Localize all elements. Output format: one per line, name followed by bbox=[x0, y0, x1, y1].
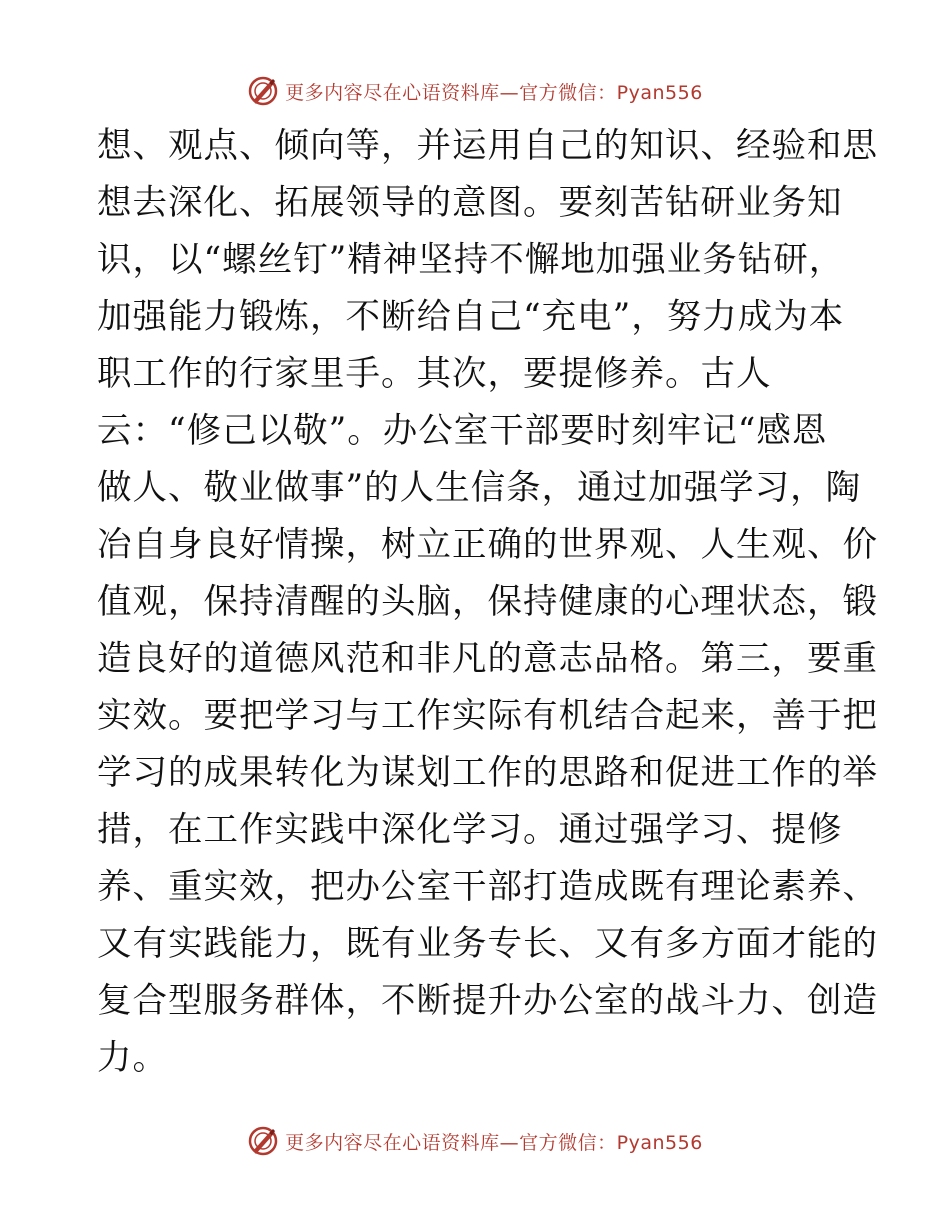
text-line: 学习的成果转化为谋划工作的思路和促进工作的举 bbox=[97, 753, 878, 793]
pen-logo-icon bbox=[247, 75, 279, 107]
text-line: 加强能力锻炼，不断给自己“充电”，努力成为本 bbox=[97, 297, 845, 337]
text-line: 养、重实效，把办公室干部打造成既有理论素养、 bbox=[97, 867, 878, 907]
text-line: 又有实践能力，既有业务专长、又有多方面才能的 bbox=[97, 924, 878, 964]
text-line: 造良好的道德风范和非凡的意志品格。第三，要重 bbox=[97, 639, 878, 679]
text-line: 做人、敬业做事”的人生信条，通过加强学习，陶 bbox=[97, 468, 862, 508]
text-line: 想去深化、拓展领导的意图。要刻苦钻研业务知 bbox=[97, 183, 843, 223]
text-line: 实效。要把学习与工作实际有机结合起来，善于把 bbox=[97, 696, 878, 736]
document-body bbox=[97, 118, 878, 1087]
watermark-text: 更多内容尽在心语资料库—官方微信：Pyan556 bbox=[285, 1131, 703, 1154]
text-line: 值观，保持清醒的头脑，保持健康的心理状态，锻 bbox=[97, 582, 878, 622]
text-line: 识，以“螺丝钉”精神坚持不懈地加强业务钻研， bbox=[97, 240, 845, 280]
text-line: 力。 bbox=[97, 1038, 168, 1078]
footer-watermark bbox=[0, 1125, 950, 1157]
text-line: 职工作的行家里手。其次，要提修养。古人 bbox=[97, 354, 772, 394]
text-line: 冶自身良好情操，树立正确的世界观、人生观、价 bbox=[97, 525, 878, 565]
text-line: 云：“修己以敬”。办公室干部要时刻牢记“感恩 bbox=[97, 411, 828, 451]
text-line: 措，在工作实践中深化学习。通过强学习、提修 bbox=[97, 810, 843, 850]
pen-logo-icon bbox=[247, 1125, 279, 1157]
text-line: 复合型服务群体，不断提升办公室的战斗力、创造 bbox=[97, 981, 878, 1021]
watermark-text: 更多内容尽在心语资料库—官方微信：Pyan556 bbox=[285, 81, 703, 104]
text-line: 想、观点、倾向等，并运用自己的知识、经验和思 bbox=[97, 126, 878, 166]
header-watermark bbox=[0, 75, 950, 107]
